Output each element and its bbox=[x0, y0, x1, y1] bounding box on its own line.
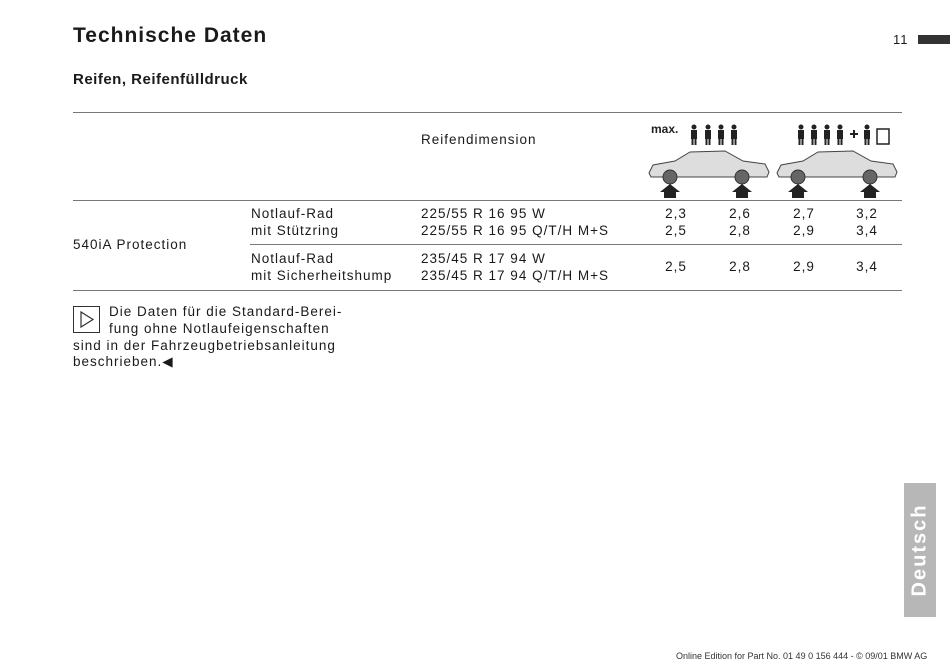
row2-type-line1: Notlauf-Rad bbox=[251, 251, 335, 266]
note-triangle-icon bbox=[73, 306, 100, 333]
row1-b-val4: 3,4 bbox=[856, 223, 878, 238]
row1-type-line1: Notlauf-Rad bbox=[251, 206, 335, 221]
language-tab-label: Deutsch bbox=[908, 503, 931, 597]
table-top-rule bbox=[73, 112, 902, 113]
load-full-icon bbox=[773, 120, 903, 203]
row1-b-val2: 2,8 bbox=[729, 223, 751, 238]
row1-b-val3: 2,9 bbox=[793, 223, 815, 238]
row1-a-val4: 3,2 bbox=[856, 206, 878, 221]
row1-dim1: 225/55 R 16 95 W bbox=[421, 206, 546, 221]
table-row-divider bbox=[250, 244, 902, 245]
row1-dim2: 225/55 R 16 95 Q/T/H M+S bbox=[421, 223, 609, 238]
note-line2: fung ohne Notlaufeigenschaften bbox=[109, 321, 330, 336]
row2-type-line2: mit Sicherheitshump bbox=[251, 268, 393, 283]
row1-b-val1: 2,5 bbox=[665, 223, 687, 238]
table-bottom-rule bbox=[73, 290, 902, 291]
row2-val4: 3,4 bbox=[856, 259, 878, 274]
row2-val2: 2,8 bbox=[729, 259, 751, 274]
row2-dim1: 235/45 R 17 94 W bbox=[421, 251, 546, 266]
column-header-tire-dimension: Reifendimension bbox=[421, 132, 537, 147]
load-normal-icon bbox=[645, 120, 775, 203]
page-number: 11 bbox=[893, 32, 909, 47]
row1-a-val1: 2,3 bbox=[665, 206, 687, 221]
row1-type-line2: mit Stützring bbox=[251, 223, 340, 238]
load-max-label: max. bbox=[651, 122, 679, 136]
note-line3: sind in der Fahrzeugbetriebsanleitung bbox=[73, 338, 336, 353]
footer-edition: Online Edition for Part No. 01 49 0 156 444 - © 09/01 BMW AG bbox=[676, 651, 928, 661]
note-line1: Die Daten für die Standard-Berei- bbox=[109, 304, 343, 319]
row1-a-val3: 2,7 bbox=[793, 206, 815, 221]
row1-a-val2: 2,6 bbox=[729, 206, 751, 221]
section-subtitle: Reifen, Reifenfülldruck bbox=[73, 71, 248, 88]
language-tab bbox=[904, 483, 936, 617]
note-line4: beschrieben.◀ bbox=[73, 354, 174, 369]
page-marker-bar bbox=[918, 35, 950, 44]
row2-dim2: 235/45 R 17 94 Q/T/H M+S bbox=[421, 268, 609, 283]
row2-val3: 2,9 bbox=[793, 259, 815, 274]
vehicle-model: 540iA Protection bbox=[73, 237, 188, 252]
page-title: Technische Daten bbox=[73, 24, 268, 47]
row2-val1: 2,5 bbox=[665, 259, 687, 274]
